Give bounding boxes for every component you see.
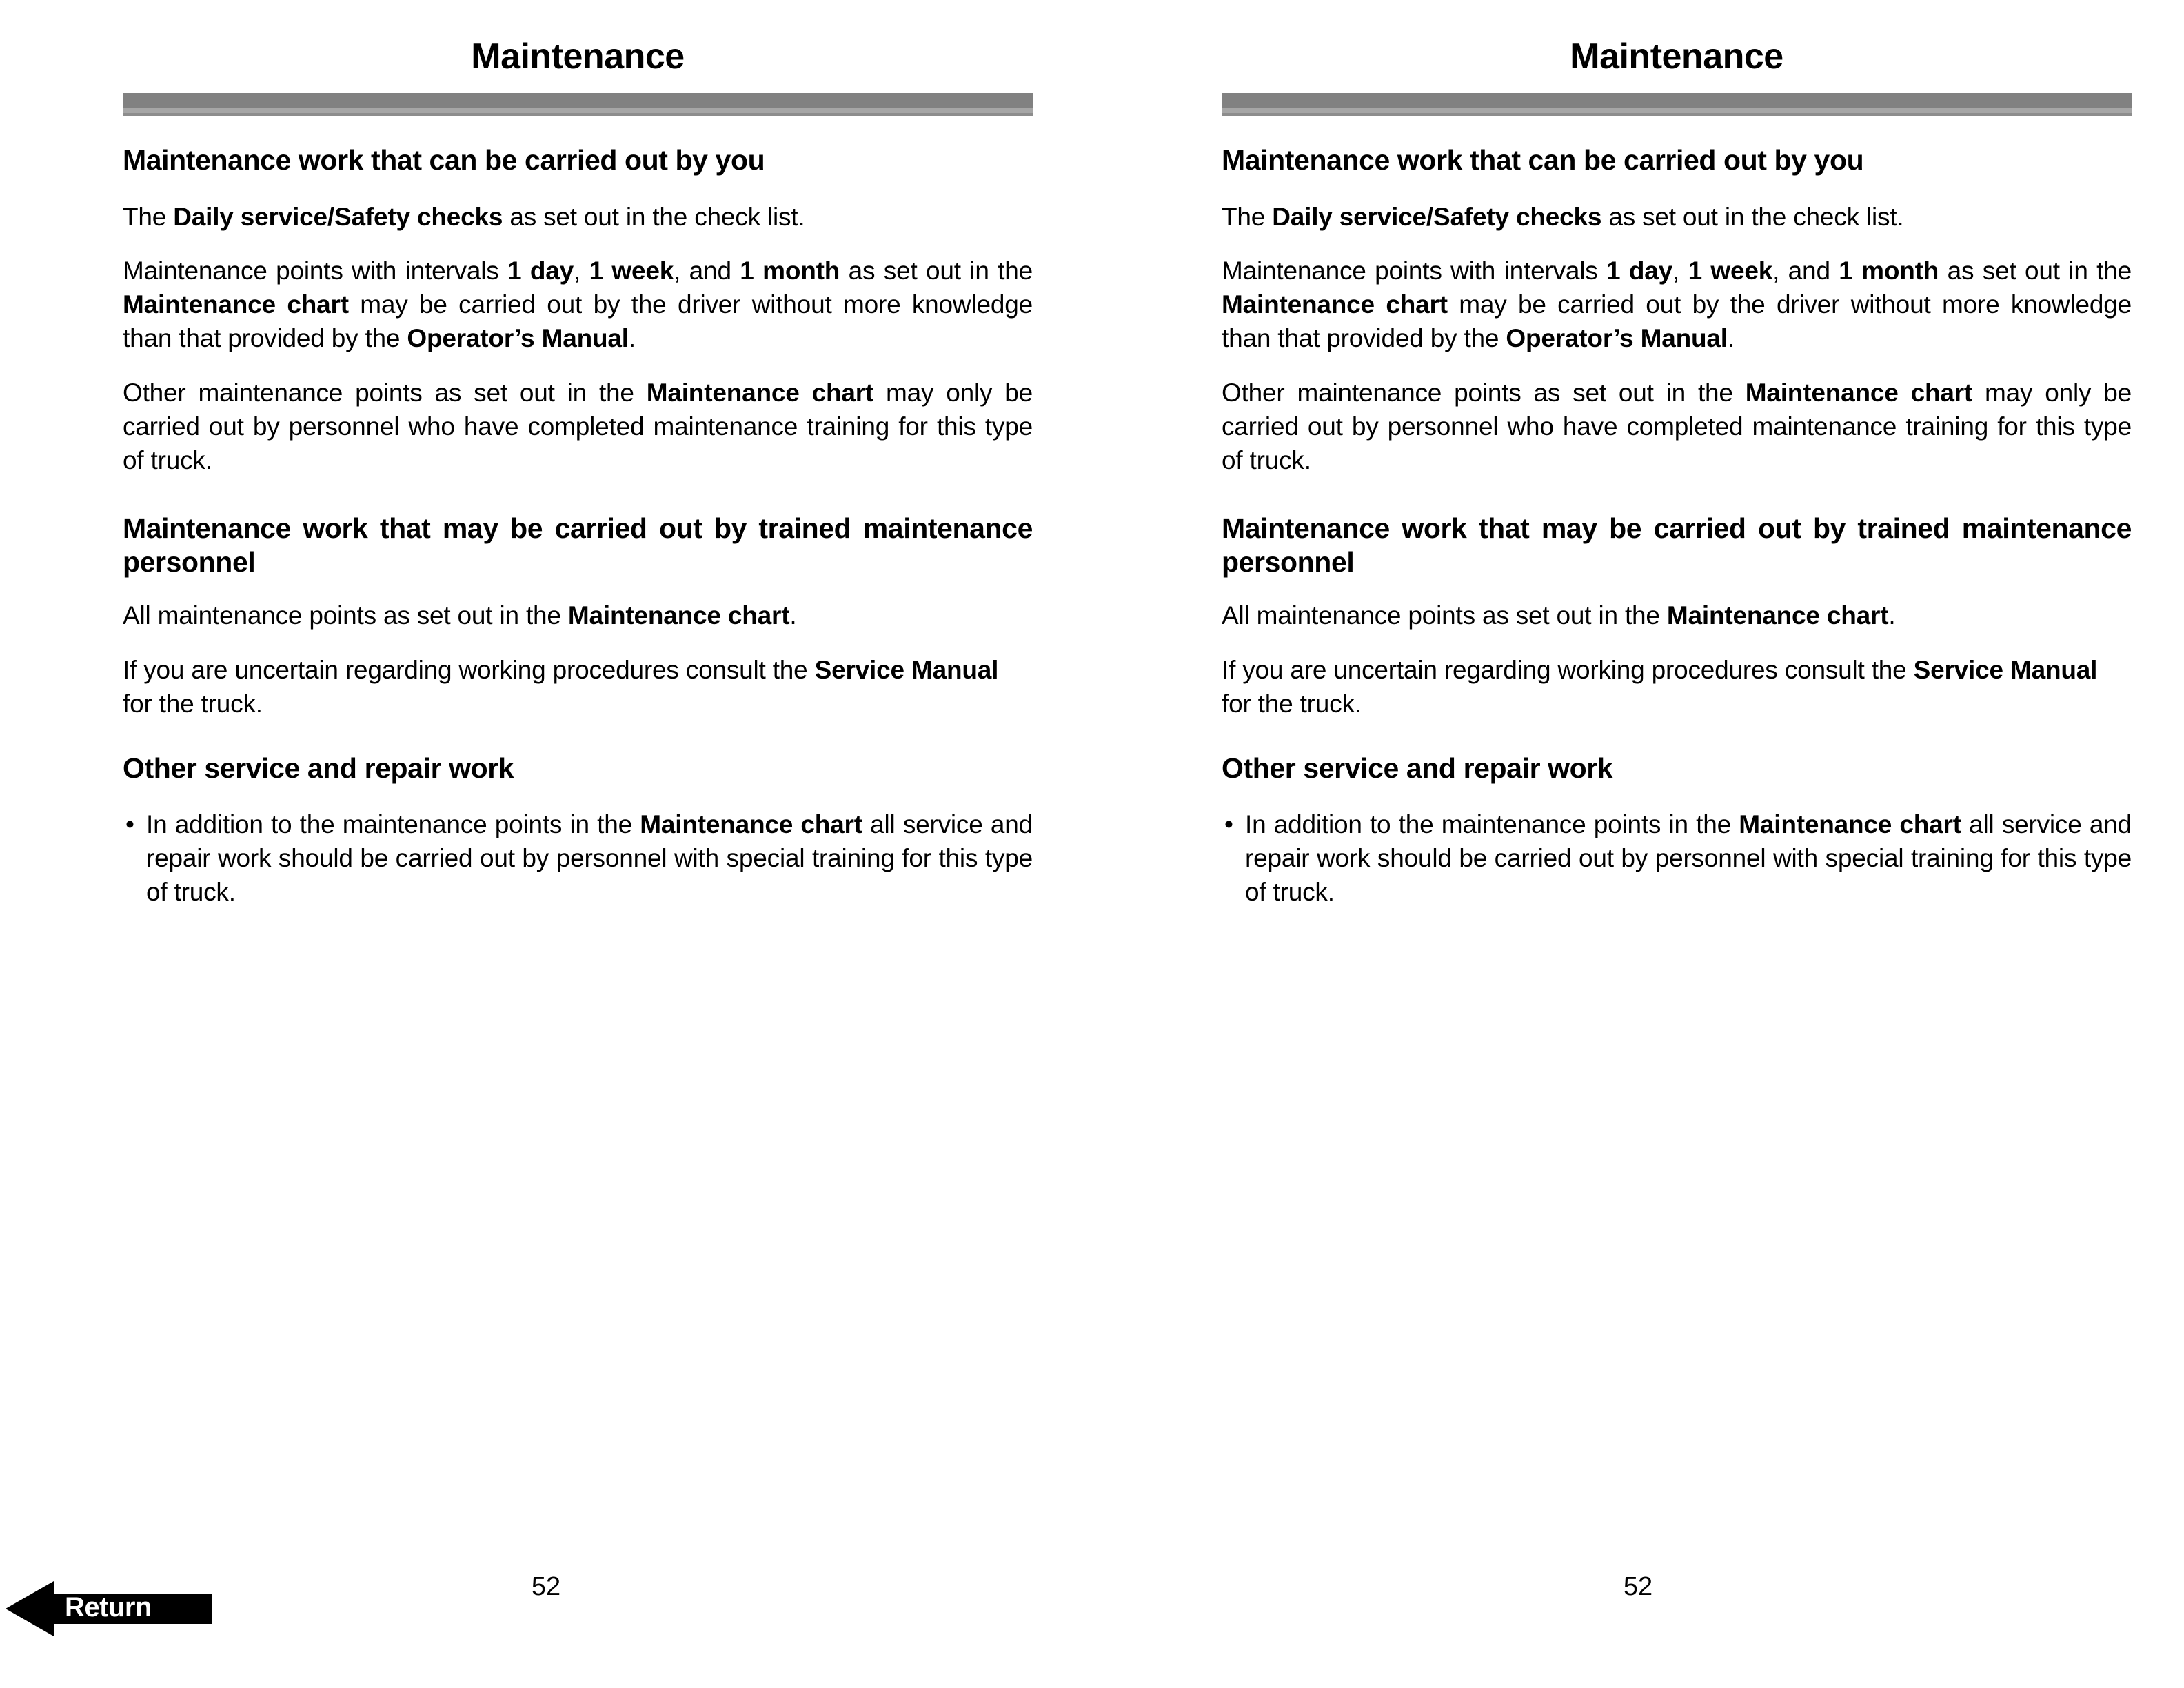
section-heading-maintenance-by-you-left: Maintenance work that can be carried out by you xyxy=(123,144,765,177)
paragraph-daily-service-left: The Daily service/Safety checks as set out in the check list. xyxy=(123,202,805,231)
header-rule-left xyxy=(123,93,1033,113)
paragraph-other-points-right: Other maintenance points as set out in the Maintenance chart may only be carried out by personnel who have completed maintenance training for this type of truck. xyxy=(1222,378,2132,474)
paragraph-all-points-left: All maintenance points as set out in the Maintenance chart. xyxy=(123,601,797,630)
return-button-label: Return xyxy=(65,1592,152,1622)
document-page-right xyxy=(1092,0,2184,1688)
page-content-area-right xyxy=(1222,0,2132,1688)
section-heading-maintenance-by-you-right: Maintenance work that can be carried out by you xyxy=(1222,144,1864,177)
list-item-text: In addition to the maintenance points in the Maintenance chart all service and repair work should be carried out by personnel with special training for this type of truck. xyxy=(1245,810,2132,906)
bullet-marker: • xyxy=(125,810,134,838)
return-button[interactable] xyxy=(6,1578,212,1639)
running-head-left: Maintenance xyxy=(471,37,685,77)
page-content-area-left xyxy=(123,0,1033,1688)
page-number-right: 52 xyxy=(1623,1572,1653,1601)
bullet-list-other-service-right xyxy=(1222,808,2132,909)
paragraph-intervals-left: Maintenance points with intervals 1 day, 1 week, and 1 month as set out in the Maintenance chart may be carried out by the driver without more knowledge than that provided by the Operator’s Manual. xyxy=(123,257,1033,353)
section-heading-other-service-left: Other service and repair work xyxy=(123,752,514,784)
page-number-left: 52 xyxy=(531,1572,561,1601)
section-heading-trained-personnel-left: Maintenance work that may be carried out by trained maintenance personnel xyxy=(123,512,1033,578)
list-item-text: In addition to the maintenance points in the Maintenance chart all service and repair work should be carried out by personnel with special training for this type of truck. xyxy=(146,810,1033,906)
list-item xyxy=(1222,808,2132,909)
left-arrow-icon xyxy=(6,1578,212,1639)
list-item xyxy=(123,808,1033,909)
bullet-marker: • xyxy=(1224,810,1233,838)
paragraph-daily-service-right: The Daily service/Safety checks as set out in the check list. xyxy=(1222,202,1904,231)
section-heading-trained-personnel-right: Maintenance work that may be carried out by trained maintenance personnel xyxy=(1222,512,2132,578)
paragraph-intervals-right: Maintenance points with intervals 1 day, 1 week, and 1 month as set out in the Maintenance chart may be carried out by the driver without more knowledge than that provided by the Operator’s Manual. xyxy=(1222,257,2132,353)
header-rule-right xyxy=(1222,93,2132,113)
paragraph-other-points-left: Other maintenance points as set out in the Maintenance chart may only be carried out by personnel who have completed maintenance training for this type of truck. xyxy=(123,378,1033,474)
running-head-right: Maintenance xyxy=(1570,37,1783,77)
paragraph-all-points-right: All maintenance points as set out in the Maintenance chart. xyxy=(1222,601,1896,630)
paragraph-service-manual-right: If you are uncertain regarding working procedures consult the Service Manual for the truck. xyxy=(1222,655,2098,718)
section-heading-other-service-right: Other service and repair work xyxy=(1222,752,1613,784)
paragraph-service-manual-left: If you are uncertain regarding working procedures consult the Service Manual for the truck. xyxy=(123,655,999,718)
bullet-list-other-service-left xyxy=(123,808,1033,909)
